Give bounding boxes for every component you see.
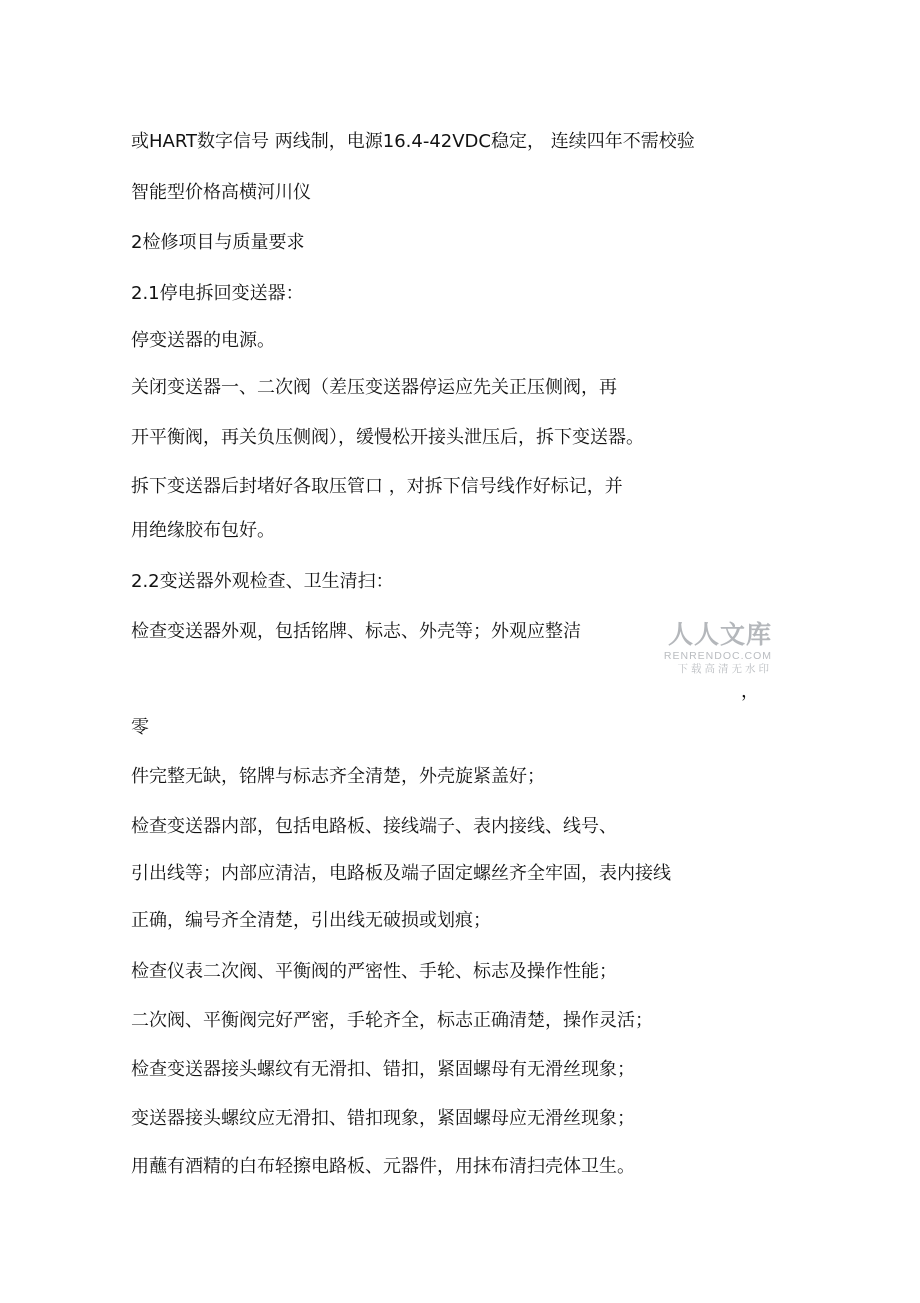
text-line: 件完整无缺，铭牌与标志齐全清楚，外壳旋紧盖好； bbox=[131, 766, 545, 787]
text-line: 智能型价格高横河川仪 bbox=[131, 182, 311, 203]
watermark-subtitle: 下载高清无水印 bbox=[677, 663, 772, 675]
text-line: 变送器接头螺纹应无滑扣、错扣现象，紧固螺母应无滑丝现象； bbox=[131, 1108, 635, 1129]
text-line: 二次阀、平衡阀完好严密，手轮齐全，标志正确清楚，操作灵活； bbox=[131, 1010, 653, 1031]
text-line: 拆下变送器后封堵好各取压管口 ，对拆下信号线作好标记，并 bbox=[131, 476, 623, 497]
text-line: 正确，编号齐全清楚，引出线无破损或划痕； bbox=[131, 910, 491, 931]
text-line: 用绝缘胶布包好。 bbox=[131, 520, 275, 541]
text-line: 引出线等；内部应清洁，电路板及端子固定螺丝齐全牢固，表内接线 bbox=[131, 863, 671, 884]
section-heading: 2检修项目与质量要求 bbox=[131, 232, 305, 253]
text-line: 开平衡阀，再关负压侧阀），缓慢松开接头泄压后，拆下变送器。 bbox=[131, 427, 644, 448]
watermark-url: RENRENDOC.COM bbox=[663, 650, 772, 662]
text-line: 检查仪表二次阀、平衡阀的严密性、手轮、标志及操作性能； bbox=[131, 961, 617, 982]
text-line: 检查变送器接头螺纹有无滑扣、错扣，紧固螺母有无滑丝现象； bbox=[131, 1059, 635, 1080]
watermark-logo bbox=[646, 620, 772, 676]
text-line: 停变送器的电源。 bbox=[131, 330, 275, 351]
text-line: 用蘸有酒精的白布轻擦电路板、元器件，用抹布清扫壳体卫生。 bbox=[131, 1156, 635, 1177]
subsection-heading: 2.2变送器外观检查、卫生清扫： bbox=[131, 571, 394, 592]
text-line: 检查变送器外观，包括铭牌、标志、外壳等；外观应整洁 bbox=[131, 621, 581, 642]
text-line: 关闭变送器一、二次阀（差压变送器停运应先关正压侧阀，再 bbox=[131, 377, 617, 398]
watermark-title: 人人文库 bbox=[667, 621, 772, 649]
stray-comma: ， bbox=[741, 681, 759, 702]
subsection-heading: 2.1停电拆回变送器： bbox=[131, 283, 304, 304]
text-line: 零 bbox=[131, 717, 149, 738]
text-line: 检查变送器内部，包括电路板、接线端子、表内接线、线号、 bbox=[131, 816, 617, 837]
text-line: 或HART数字信号 两线制，电源16.4-42VDC稳定， 连续四年不需校验 bbox=[131, 131, 695, 152]
